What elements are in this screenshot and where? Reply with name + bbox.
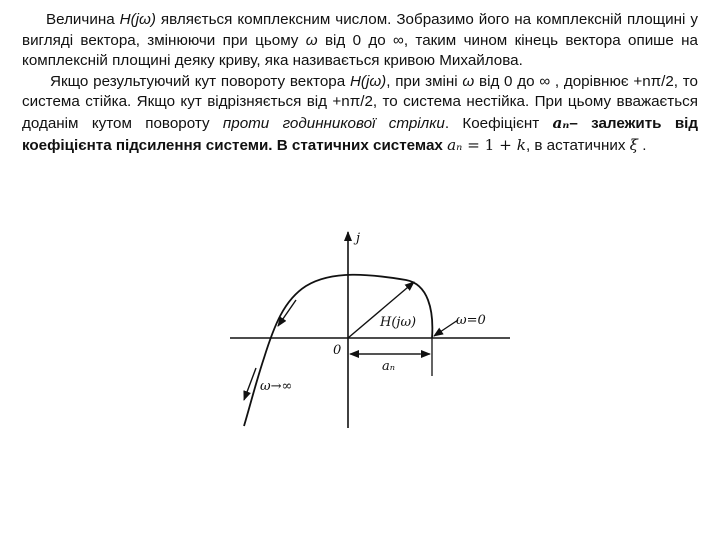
direction-arrow [244, 368, 256, 400]
text-run: від 0 до ∞ , дорівнює +nπ/2, то система стійка. Якщо кут відрізняється від +nπ/2, то система нестійка. При цьому вважається доданім кутом повороту [22, 72, 698, 132]
mikhailov-curve-figure [220, 222, 520, 432]
paragraph-2 [22, 72, 698, 156]
label-an: aₙ [382, 359, 396, 374]
text-run: являється комплексним числом. Зобразимо його на комплексній площині у вигляді вектора, змінюючи при цьому [22, 11, 698, 49]
symbol-k: k [516, 135, 526, 154]
formula-h-jw: H(jω) [349, 72, 387, 90]
paragraph-1 [22, 10, 698, 72]
label-j: j [356, 231, 361, 246]
symbol-an: aₙ [447, 135, 463, 154]
label-vector: H(jω) [380, 315, 417, 330]
text-run: Якщо результуючий кут повороту вектора [50, 72, 350, 90]
text-run: Величина [46, 11, 120, 28]
body-text [22, 10, 698, 156]
text-run: , при зміні [386, 72, 463, 90]
symbol-xi: ξ [629, 135, 639, 154]
text-run: від 0 до ∞, таким чином кінець вектора опише на комплексній площині деяку криву, яка називається кривою Михайлова. [22, 31, 698, 70]
symbol-omega: ω [462, 72, 475, 90]
label-omega-inf: ω→∞ [260, 379, 293, 394]
mikhailov-diagram [220, 222, 520, 432]
label-omega-zero: ω=0 [456, 313, 486, 328]
omega-zero-pointer [434, 320, 458, 336]
formula-an-eq: = 1 + [462, 135, 517, 154]
emphasis-counterclockwise: проти годинникової стрілки [222, 114, 445, 132]
symbol-omega: ω [305, 31, 318, 49]
label-origin: 0 [333, 343, 342, 358]
text-run: – залежить від коефіцієнта підсилення системи. В статичних системах [22, 114, 699, 154]
text-run: , в астатичних [525, 136, 630, 154]
formula-h-jw: H(jω) [119, 11, 156, 28]
text-run: . [638, 136, 647, 154]
text-run: . Коефіцієнт [444, 114, 553, 132]
symbol-an: aₙ [552, 113, 570, 132]
